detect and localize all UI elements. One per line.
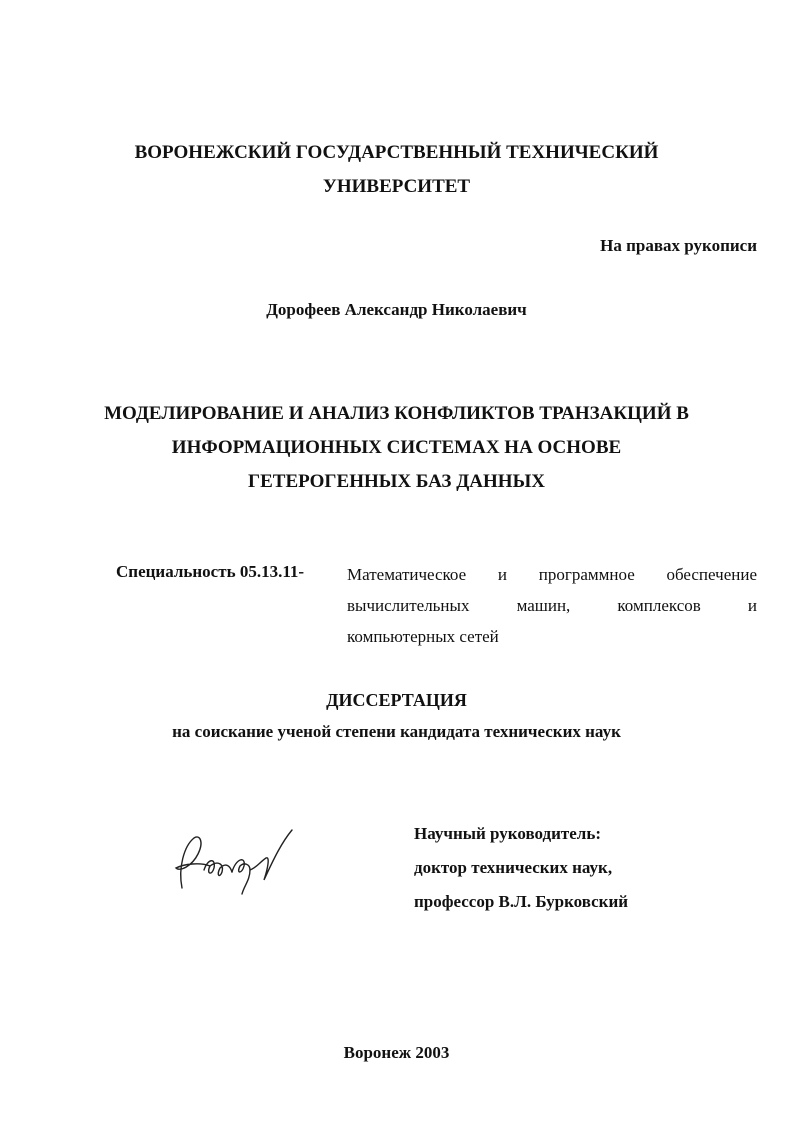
author-signature: [170, 828, 300, 898]
title-line-3: ГЕТЕРОГЕННЫХ БАЗ ДАННЫХ: [248, 471, 545, 492]
degree-line: на соискание ученой степени кандидата технических наук: [172, 722, 621, 741]
specialty-label: Специальность 05.13.11-: [116, 562, 305, 581]
specialty-line-2: вычислительных машин, комплексов и: [347, 596, 757, 615]
supervisor-line-3: профессор В.Л. Бурковский: [414, 892, 629, 911]
specialty-line-1: Математическое и программное обеспечение: [347, 565, 757, 584]
author-name: Дорофеев Александр Николаевич: [266, 300, 527, 319]
supervisor-line-1: Научный руководитель:: [414, 824, 601, 843]
dissertation-title: [0, 397, 793, 499]
specialty-description: [347, 559, 757, 652]
university-line-2: УНИВЕРСИТЕТ: [322, 176, 471, 197]
specialty-line-3: компьютерных сетей: [347, 627, 499, 646]
scientific-supervisor: [414, 817, 628, 919]
title-line-1: МОДЕЛИРОВАНИЕ И АНАЛИЗ КОНФЛИКТОВ ТРАНЗАКЦИЙ В: [104, 403, 689, 424]
university-name: [0, 136, 793, 204]
manuscript-rights: На правах рукописи: [600, 236, 757, 255]
place-and-year: Воронеж 2003: [343, 1043, 450, 1062]
university-line-1: ВОРОНЕЖСКИЙ ГОСУДАРСТВЕННЫЙ ТЕХНИЧЕСКИЙ: [134, 142, 659, 163]
dissertation-heading: ДИССЕРТАЦИЯ: [326, 690, 467, 710]
title-line-2: ИНФОРМАЦИОННЫХ СИСТЕМАХ НА ОСНОВЕ: [171, 437, 622, 458]
supervisor-line-2: доктор технических наук,: [414, 858, 613, 877]
